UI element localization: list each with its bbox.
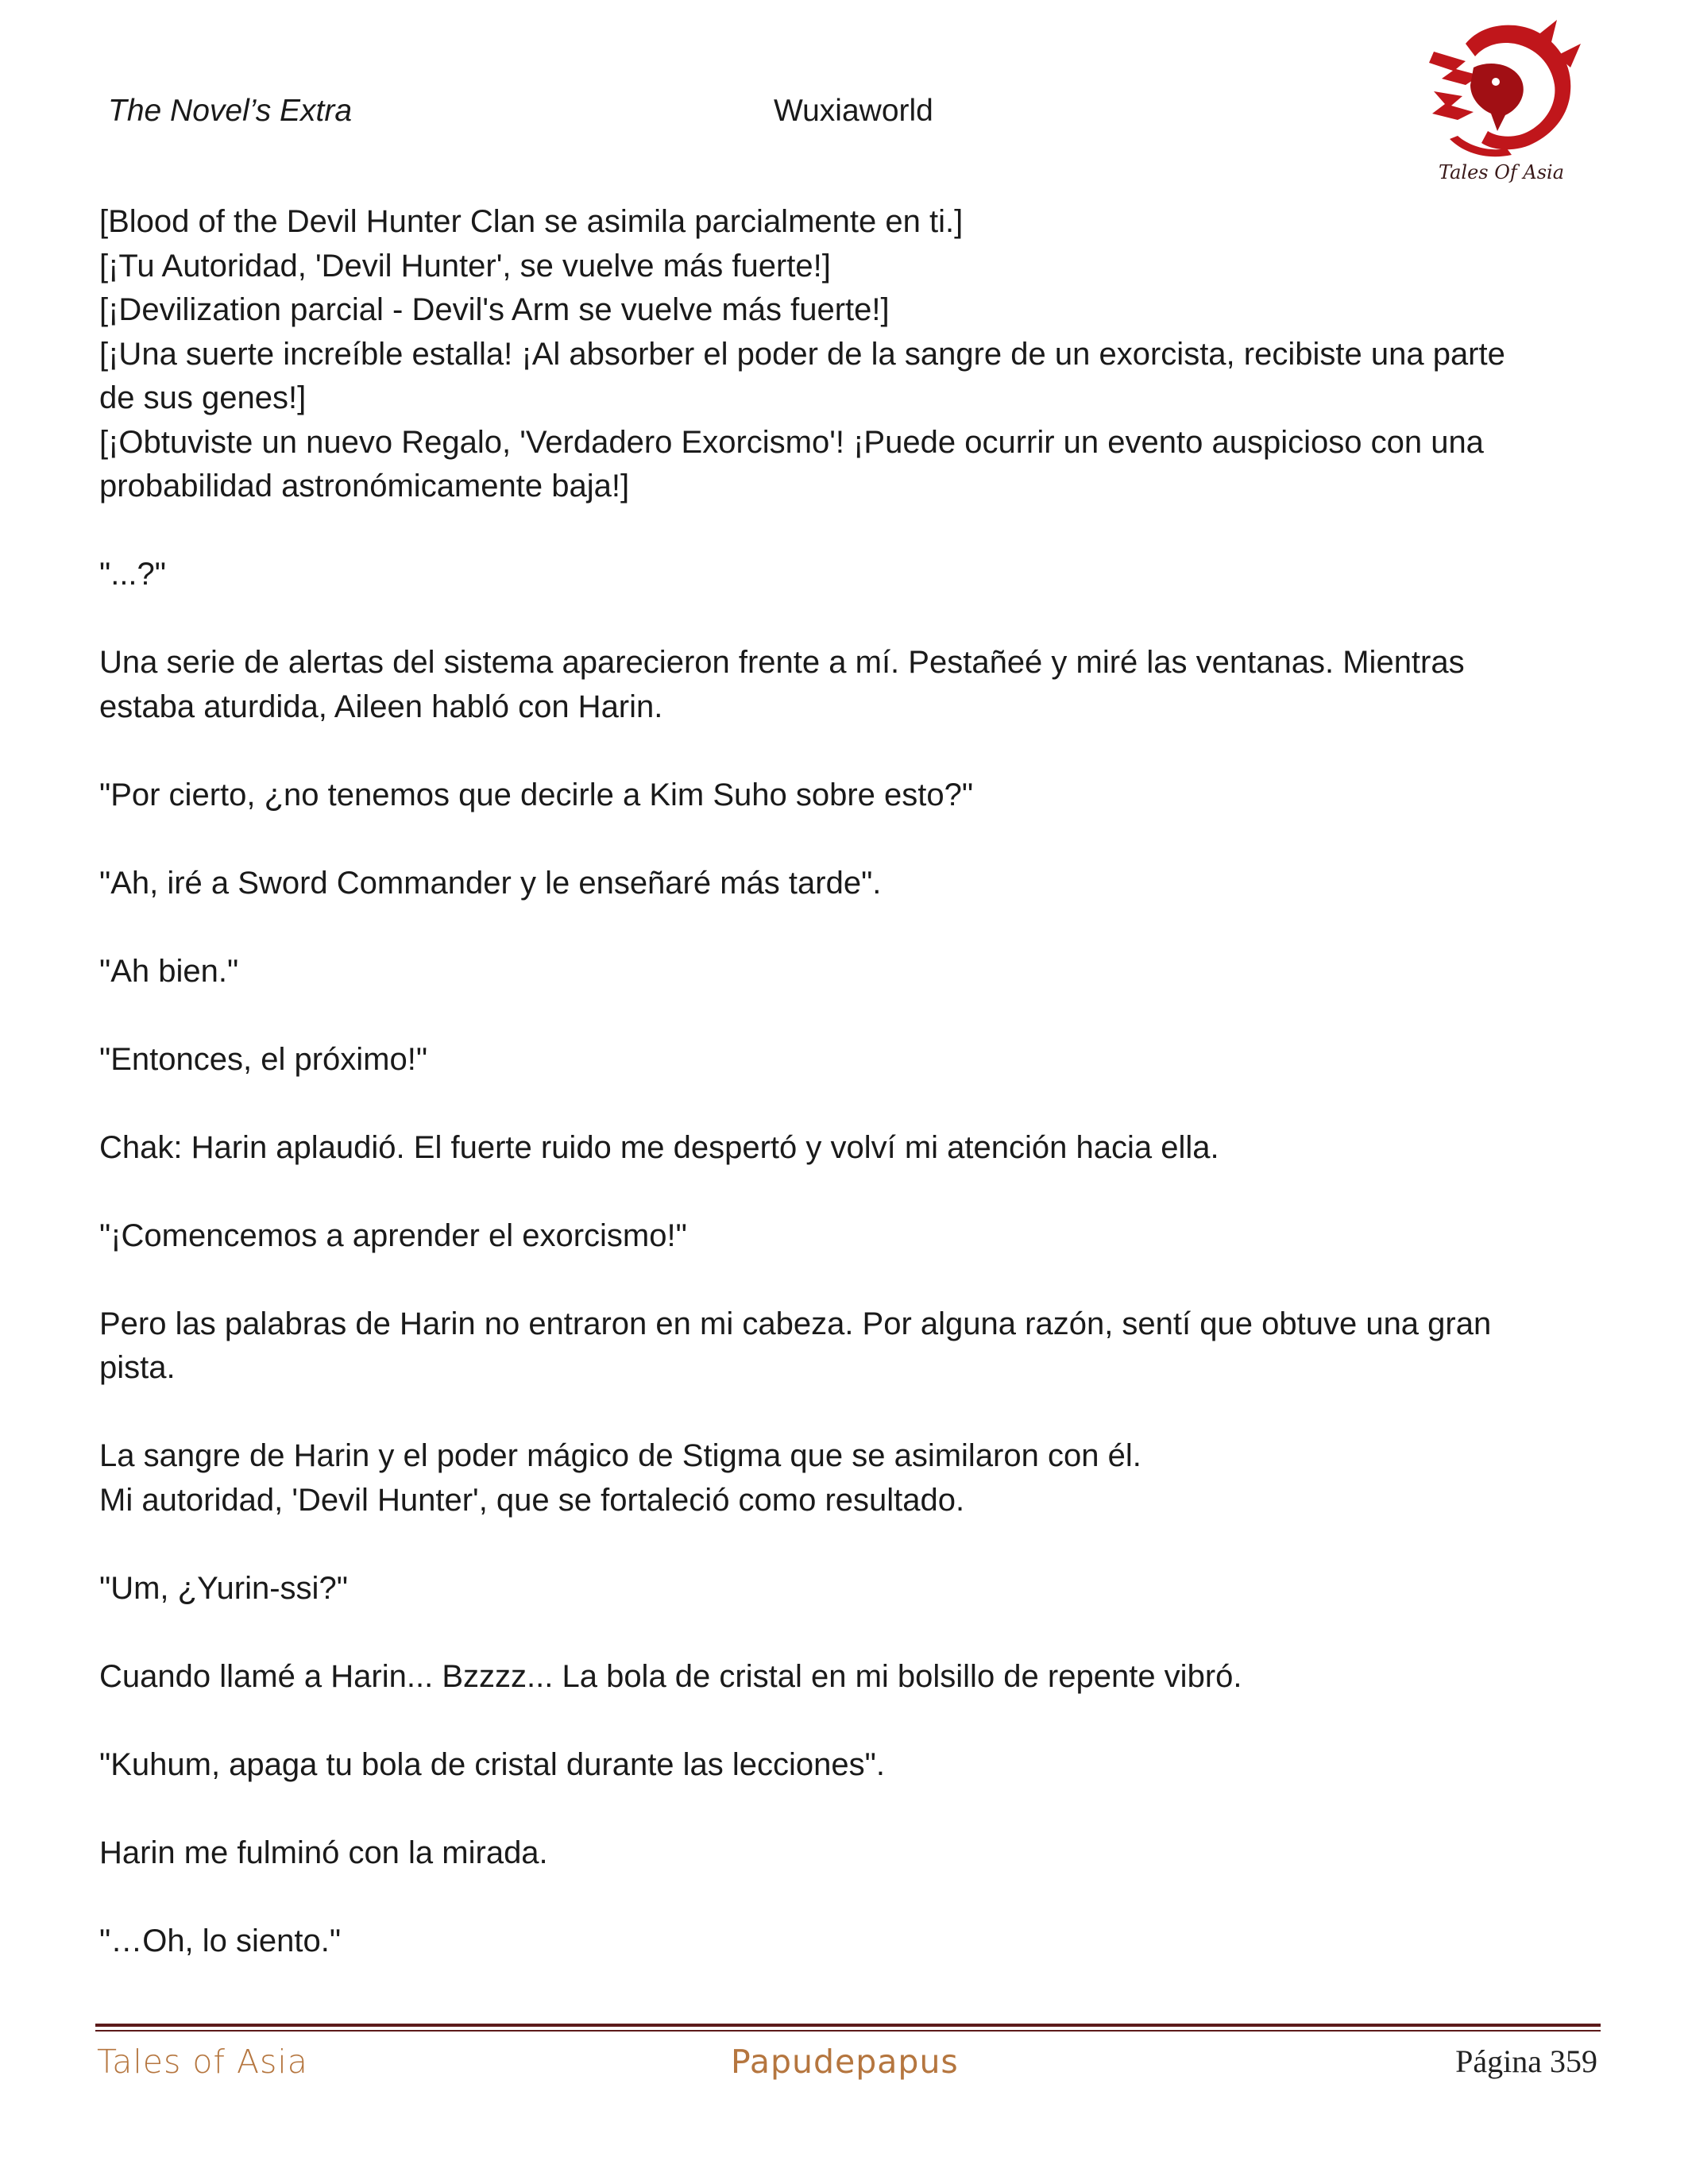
text-line: estaba aturdida, Aileen habló con Harin. xyxy=(99,689,663,724)
blank-line xyxy=(99,1391,1593,1435)
text-line: Chak: Harin aplaudió. El fuerte ruido me despertó y volví mi atención hacia ella. xyxy=(99,1129,1219,1165)
footer-rule xyxy=(95,2024,1601,2027)
text-line: Cuando llamé a Harin... Bzzzz... La bola de cristal en mi bolsillo de repente vibró. xyxy=(99,1658,1242,1694)
text-line: "Um, ¿Yurin-ssi?" xyxy=(99,1570,348,1606)
blank-line xyxy=(99,1787,1593,1831)
novel-title: The Novel’s Extra xyxy=(108,94,353,128)
footer-rule-thin xyxy=(95,2030,1601,2032)
text-line: "¡Comencemos a aprender el exorcismo!" xyxy=(99,1217,687,1253)
blank-line xyxy=(99,597,1593,642)
blank-line xyxy=(99,905,1593,950)
text-line: Pero las palabras de Harin no entraron en mi cabeza. Por alguna razón, sentí que obtuve una gran xyxy=(99,1306,1492,1341)
blank-line xyxy=(99,729,1593,774)
blank-line xyxy=(99,994,1593,1038)
text-line: de sus genes!] xyxy=(99,380,307,415)
text-line: [¡Devilization parcial - Devil's Arm se vuelve más fuerte!] xyxy=(99,292,890,327)
blank-line xyxy=(99,1170,1593,1214)
text-line: [Blood of the Devil Hunter Clan se asimila parcialmente en ti.] xyxy=(99,204,964,239)
text-line: Mi autoridad, 'Devil Hunter', que se fortaleció como resultado. xyxy=(99,1482,965,1518)
text-line: "Ah, iré a Sword Commander y le enseñaré más tarde". xyxy=(99,865,882,901)
text-line: Una serie de alertas del sistema aparecieron frente a mí. Pestañeé y miré las ventanas. Mientras xyxy=(99,645,1465,680)
page-body xyxy=(99,200,1593,1963)
blank-line xyxy=(99,1258,1593,1302)
text-line: "Ah bien." xyxy=(99,953,239,989)
site-name: Wuxiaworld xyxy=(774,94,933,128)
text-line: Harin me fulminó con la mirada. xyxy=(99,1835,548,1870)
text-line: [¡Una suerte increíble estalla! ¡Al absorber el poder de la sangre de un exorcista, recibiste una parte xyxy=(99,336,1505,372)
text-line: "…Oh, lo siento." xyxy=(99,1923,342,1958)
text-line: La sangre de Harin y el poder mágico de Stigma que se asimilaron con él. xyxy=(99,1438,1141,1473)
blank-line xyxy=(99,817,1593,862)
logo-wordmark: Tales Of Asia xyxy=(1438,161,1565,183)
page-number: Página 359 xyxy=(1455,2043,1597,2079)
blank-line xyxy=(99,1875,1593,1920)
blank-line xyxy=(99,1699,1593,1743)
page-header xyxy=(0,0,1688,199)
blank-line xyxy=(99,509,1593,554)
footer-publisher: Tales of Asia xyxy=(97,2043,308,2081)
blank-line xyxy=(99,1082,1593,1126)
tales-of-asia-logo xyxy=(1418,20,1585,191)
text-line: "Entonces, el próximo!" xyxy=(99,1041,428,1077)
text-line: "Por cierto, ¿no tenemos que decirle a Kim Suho sobre esto?" xyxy=(99,777,974,812)
text-line: "Kuhum, apaga tu bola de cristal durante las lecciones". xyxy=(99,1746,885,1782)
text-line: probabilidad astronómicamente baja!] xyxy=(99,469,630,504)
text-line: "...?" xyxy=(99,557,166,592)
red-dragon-icon xyxy=(1418,20,1585,163)
footer-translator: Papudepapus xyxy=(731,2043,959,2081)
text-line: [¡Obtuviste un nuevo Regalo, 'Verdadero Exorcismo'! ¡Puede ocurrir un evento auspicioso con una xyxy=(99,424,1484,460)
text-line: [¡Tu Autoridad, 'Devil Hunter', se vuelve más fuerte!] xyxy=(99,248,831,284)
text-line: pista. xyxy=(99,1350,176,1385)
blank-line xyxy=(99,1611,1593,1655)
blank-line xyxy=(99,1522,1593,1567)
